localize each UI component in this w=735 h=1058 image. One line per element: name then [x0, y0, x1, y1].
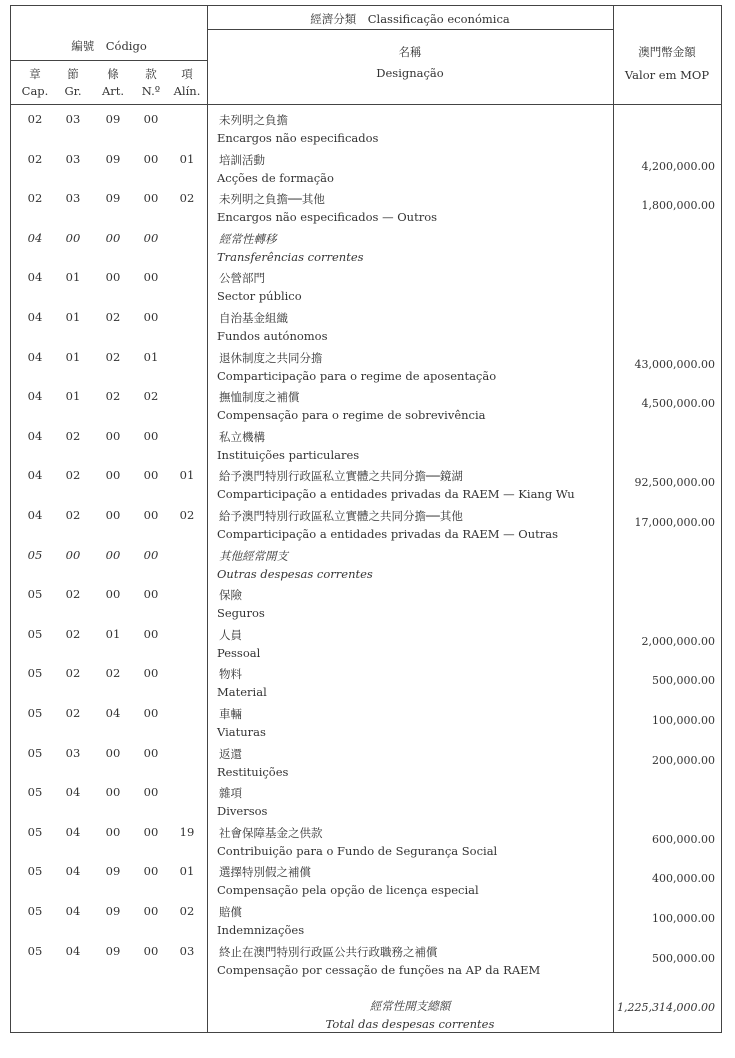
code-cap: 05 — [27, 706, 43, 720]
code-art: 00 — [105, 745, 121, 760]
code-gr: 03 — [65, 191, 81, 206]
designation-pt: Compensação pela opção de licença especial — [217, 883, 479, 898]
code-group-title: 編號 Código — [71, 39, 147, 53]
code-gr: 02 — [65, 587, 81, 602]
designation-zh: 其他經常開支 — [219, 548, 288, 563]
designation-pt: Transferências correntes — [217, 249, 364, 264]
divider-classification — [207, 29, 613, 30]
classification-title: 經濟分類 Classificação económica — [310, 12, 510, 26]
code-art: 00 — [105, 587, 121, 602]
table-row — [11, 112, 721, 152]
designation-pt: Diversos — [217, 804, 268, 819]
table-row — [11, 548, 721, 588]
code-cap: 05 — [27, 864, 43, 879]
amount-mop: 600,000.00 — [652, 832, 715, 846]
table-row — [11, 310, 721, 350]
budget-table — [10, 5, 722, 1033]
code-cap: 05 — [27, 587, 43, 602]
code-art: 01 — [105, 626, 121, 641]
code-no: 00 — [143, 230, 159, 245]
col-art-zh: 條 — [107, 67, 119, 81]
table-row — [11, 152, 721, 192]
code-no: 00 — [143, 468, 159, 483]
code-art: 09 — [105, 112, 121, 126]
designation-zh: 私立機構 — [219, 429, 265, 444]
code-gr: 04 — [65, 943, 81, 958]
code-cap: 04 — [27, 349, 43, 364]
code-no: 00 — [143, 785, 159, 800]
amount-mop: 100,000.00 — [652, 714, 715, 727]
code-gr: 04 — [65, 904, 81, 918]
code-cap: 04 — [27, 230, 43, 245]
table-row — [11, 587, 721, 627]
code-gr: 04 — [65, 824, 81, 839]
code-cap: 05 — [27, 824, 43, 839]
total-label-zh: 經常性開支總額 — [369, 999, 451, 1013]
value-title-zh: 澳門幣金額 — [638, 45, 696, 59]
table-row — [11, 389, 721, 429]
code-gr: 01 — [65, 270, 81, 285]
col-gr-zh: 節 — [67, 67, 79, 81]
designation-pt: Viaturas — [217, 725, 266, 739]
code-gr: 03 — [65, 151, 81, 166]
code-art: 00 — [105, 785, 121, 800]
designation-pt: Indemnizações — [217, 923, 305, 937]
code-art: 02 — [105, 349, 121, 364]
code-cap: 04 — [27, 468, 43, 483]
amount-mop: 400,000.00 — [652, 872, 715, 886]
code-no: 01 — [143, 349, 159, 364]
amount-mop: 2,000,000.00 — [641, 634, 715, 648]
designation-zh: 給予澳門特別行政區私立實體之共同分擔──其他 — [219, 509, 463, 523]
amount-mop: 500,000.00 — [652, 951, 715, 965]
code-cap: 04 — [27, 310, 43, 324]
table-row — [11, 508, 721, 548]
code-cap: 05 — [27, 745, 43, 760]
code-art: 00 — [105, 428, 121, 443]
divider-header-body — [11, 104, 721, 105]
table-row — [11, 191, 721, 231]
code-alin: 03 — [179, 943, 195, 958]
code-gr: 02 — [65, 468, 81, 483]
designation-zh: 退休制度之共同分擔 — [219, 350, 323, 365]
designation-zh: 公營部門 — [219, 271, 265, 286]
code-no: 00 — [143, 864, 159, 879]
designation-zh: 給予澳門特別行政區私立實體之共同分擔──鏡湖 — [219, 469, 463, 484]
designation-zh: 賠償 — [219, 905, 242, 919]
code-no: 00 — [143, 547, 159, 562]
designation-zh: 車輛 — [219, 707, 242, 721]
designation-pt: Comparticipação a entidades privadas da RAEM — Kiang Wu — [217, 487, 575, 502]
code-no: 00 — [143, 428, 159, 443]
code-gr: 00 — [65, 547, 81, 562]
code-alin: 02 — [179, 904, 195, 918]
code-art: 00 — [105, 824, 121, 839]
designation-pt: Pessoal — [217, 645, 261, 660]
designation-title-pt: Designação — [376, 66, 444, 80]
designation-pt: Encargos não especificados — [217, 131, 379, 145]
designation-pt: Material — [217, 685, 267, 700]
col-art-pt: Art. — [101, 84, 125, 98]
designation-pt: Restituições — [217, 764, 289, 779]
table-row — [11, 231, 721, 271]
code-no: 00 — [143, 587, 159, 602]
code-art: 09 — [105, 904, 121, 918]
code-gr: 02 — [65, 666, 81, 681]
code-no: 00 — [143, 112, 159, 126]
designation-pt: Comparticipação a entidades privadas da RAEM — Outras — [217, 527, 559, 541]
table-row — [11, 864, 721, 904]
amount-mop: 17,000,000.00 — [634, 516, 715, 529]
code-cap: 04 — [27, 428, 43, 443]
designation-pt: Sector público — [217, 289, 302, 304]
code-cap: 04 — [27, 270, 43, 285]
code-cap: 04 — [27, 389, 43, 404]
code-gr: 03 — [65, 745, 81, 760]
code-gr: 01 — [65, 389, 81, 404]
code-gr: 01 — [65, 349, 81, 364]
code-cap: 02 — [27, 151, 43, 166]
col-gr-pt: Gr. — [64, 84, 82, 98]
code-alin: 02 — [179, 191, 195, 206]
code-alin: 19 — [179, 824, 195, 839]
table-row — [11, 666, 721, 706]
table-row — [11, 706, 721, 746]
designation-zh: 保險 — [219, 588, 242, 603]
code-no: 00 — [143, 151, 159, 166]
col-alin-pt: Alín. — [173, 84, 201, 98]
code-art: 00 — [105, 468, 121, 483]
code-art: 09 — [105, 151, 121, 166]
table-row — [11, 904, 721, 944]
amount-mop: 4,500,000.00 — [641, 397, 715, 411]
code-cap: 02 — [27, 112, 43, 126]
designation-title-zh: 名稱 — [398, 45, 422, 59]
designation-pt: Outras despesas correntes — [217, 566, 373, 581]
table-row — [11, 785, 721, 825]
designation-pt: Compensação por cessação de funções na AP da RAEM — [217, 962, 541, 977]
col-cap-pt: Cap. — [21, 84, 49, 98]
designation-pt: Fundos autónomos — [217, 329, 328, 343]
designation-zh: 未列明之負擔──其他 — [219, 192, 325, 207]
code-no: 02 — [143, 389, 159, 404]
designation-zh: 未列明之負擔 — [219, 113, 288, 127]
code-art: 02 — [105, 666, 121, 681]
col-cap-zh: 章 — [29, 67, 41, 81]
table-row — [11, 468, 721, 508]
table-row — [11, 429, 721, 469]
code-gr: 01 — [65, 310, 81, 324]
code-cap: 05 — [27, 547, 43, 562]
designation-zh: 物料 — [219, 667, 242, 682]
col-alin-zh: 項 — [181, 67, 193, 81]
code-gr: 02 — [65, 706, 81, 720]
code-art: 09 — [105, 943, 121, 958]
table-row — [11, 350, 721, 390]
code-cap: 05 — [27, 666, 43, 681]
code-alin: 01 — [179, 468, 195, 483]
table-row — [11, 746, 721, 786]
code-cap: 05 — [27, 785, 43, 800]
designation-zh: 人員 — [219, 627, 242, 642]
amount-mop: 1,800,000.00 — [641, 199, 715, 213]
amount-mop: 100,000.00 — [652, 912, 715, 925]
code-gr: 02 — [65, 508, 81, 522]
code-no: 00 — [143, 706, 159, 720]
code-art: 00 — [105, 270, 121, 285]
code-alin: 01 — [179, 864, 195, 879]
code-alin: 02 — [179, 508, 195, 522]
code-no: 00 — [143, 270, 159, 285]
code-no: 00 — [143, 508, 159, 522]
divider-code-group — [11, 60, 207, 61]
code-art: 00 — [105, 547, 121, 562]
designation-pt: Instituições particulares — [217, 447, 360, 462]
code-gr: 04 — [65, 864, 81, 879]
code-gr: 02 — [65, 428, 81, 443]
amount-mop: 92,500,000.00 — [634, 476, 715, 490]
designation-pt: Compensação para o regime de sobrevivência — [217, 408, 486, 423]
code-cap: 02 — [27, 191, 43, 206]
code-gr: 04 — [65, 785, 81, 800]
amount-mop: 200,000.00 — [652, 753, 715, 767]
designation-zh: 撫恤制度之補償 — [219, 390, 300, 405]
total-label-pt: Total das despesas correntes — [325, 1017, 495, 1031]
designation-zh: 社會保障基金之供款 — [219, 825, 323, 840]
code-art: 09 — [105, 864, 121, 879]
code-gr: 00 — [65, 230, 81, 245]
code-art: 04 — [105, 706, 121, 720]
table-row — [11, 944, 721, 984]
code-no: 00 — [143, 943, 159, 958]
designation-zh: 雜項 — [219, 786, 242, 801]
table-row — [11, 270, 721, 310]
designation-zh: 培訓活動 — [219, 152, 265, 167]
code-alin: 01 — [179, 151, 195, 166]
code-art: 09 — [105, 191, 121, 206]
amount-mop: 500,000.00 — [652, 674, 715, 688]
code-cap: 05 — [27, 943, 43, 958]
code-no: 00 — [143, 626, 159, 641]
designation-pt: Comparticipação para o regime de aposentação — [217, 368, 497, 383]
code-cap: 04 — [27, 508, 43, 522]
code-art: 00 — [105, 230, 121, 245]
table-row — [11, 627, 721, 667]
code-no: 00 — [143, 191, 159, 206]
code-no: 00 — [143, 745, 159, 760]
code-no: 00 — [143, 666, 159, 681]
code-cap: 05 — [27, 626, 43, 641]
code-gr: 02 — [65, 626, 81, 641]
code-cap: 05 — [27, 904, 43, 918]
designation-pt: Encargos não especificados — Outros — [217, 210, 438, 225]
designation-zh: 終止在澳門特別行政區公共行政職務之補償 — [219, 944, 438, 959]
col-no-zh: 款 — [145, 67, 157, 81]
designation-pt: Acções de formação — [217, 170, 334, 185]
code-art: 02 — [105, 310, 121, 324]
code-no: 00 — [143, 824, 159, 839]
code-no: 00 — [143, 310, 159, 324]
code-art: 00 — [105, 508, 121, 522]
code-art: 02 — [105, 389, 121, 404]
code-gr: 03 — [65, 112, 81, 126]
amount-mop: 43,000,000.00 — [634, 357, 715, 371]
designation-zh: 自治基金組織 — [219, 311, 288, 325]
designation-zh: 經常性轉移 — [219, 231, 277, 246]
designation-zh: 選擇特別假之補償 — [219, 865, 311, 880]
col-no-pt: N.º — [141, 84, 161, 98]
designation-pt: Seguros — [217, 606, 265, 621]
designation-zh: 返還 — [219, 746, 242, 761]
amount-mop: 4,200,000.00 — [641, 159, 715, 173]
code-no: 00 — [143, 904, 159, 918]
designation-pt: Contribuição para o Fundo de Segurança Social — [217, 843, 498, 858]
value-title-pt: Valor em MOP — [624, 68, 710, 82]
total-value: 1,225,314,000.00 — [617, 1001, 715, 1014]
table-row — [11, 825, 721, 865]
